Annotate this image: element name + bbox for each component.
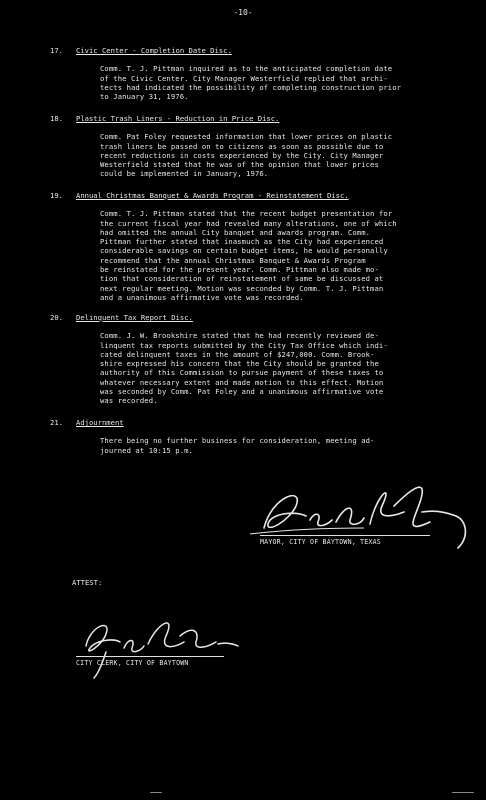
scan-artifact	[452, 792, 474, 793]
item-body: Comm. T. J. Pittman inquired as to the anticipated completion date of the Civic Center. City Manager Westerfield replied that archi- tects had indicated the possibility of completing construction prior to January 31, 1976.	[100, 64, 402, 102]
item-number: 18.	[50, 114, 63, 123]
agenda-item-21	[50, 418, 444, 455]
clerk-title: CITY CLERK, CITY OF BAYTOWN	[76, 659, 189, 667]
agenda-item-19	[50, 191, 444, 302]
item-body: Comm. J. W. Brookshire stated that he had recently reviewed de- linquent tax reports submitted by the City Tax Office which indi- cated delinquent taxes in the amount of $247,000. Comm. Brook- shire expressed his concern that the City should be granted the authority of this Commission to pursue payment of these taxes to whatever necessary extent and made motion to this effect. Motion was seconded by Comm. Pat Foley and a unanimous affirmative vote was recorded.	[100, 331, 388, 406]
item-number: 20.	[50, 313, 63, 322]
item-heading: Plastic Trash Liners - Reduction in Price Disc.	[76, 114, 280, 123]
item-body: There being no further business for consideration, meeting ad- journed at 10:15 p.m.	[100, 436, 375, 455]
mayor-signature-line	[260, 535, 430, 536]
item-number: 17.	[50, 46, 63, 55]
item-number: 19.	[50, 191, 63, 200]
agenda-item-18	[50, 114, 444, 179]
item-body: Comm. Pat Foley requested information that lower prices on plastic trash liners be passed on to citizens as soon as possible due to recent reductions in costs experienced by the City. City Manager Westerfield stated that he was of the opinion that lower prices could be implemented in January, 1976.	[100, 132, 393, 179]
item-heading: Civic Center - Completion Date Disc.	[76, 46, 232, 55]
attest-label: ATTEST:	[72, 578, 103, 587]
item-body: Comm. T. J. Pittman stated that the recent budget presentation for the current fiscal year had revealed many alterations, one of which had omitted the annual City banquet and awards program. Comm. Pittman further stated that inasmuch as the City had experienced considerable savings on certain budget items, he would personally recommend that the annual Christmas Banquet & Awards Program be reinstated for the present year. Comm. Pittman also made mo- tion that consideration of reinstatement of same be discussed at next regular meeting. Motion was seconded by Comm. T. J. Pittman and a unanimous affirmative vote was recorded.	[100, 209, 397, 302]
item-heading: Adjournment	[76, 418, 124, 427]
clerk-signature-line	[76, 656, 224, 657]
agenda-item-17	[50, 46, 444, 102]
agenda-item-20	[50, 313, 444, 406]
item-heading: Delinquent Tax Report Disc.	[76, 313, 193, 322]
page-number: -10-	[233, 8, 253, 17]
mayor-title: MAYOR, CITY OF BAYTOWN, TEXAS	[260, 538, 381, 546]
scan-artifact	[150, 792, 162, 793]
clerk-signature	[76, 612, 246, 682]
item-number: 21.	[50, 418, 63, 427]
item-heading: Annual Christmas Banquet & Awards Program - Reinstatement Disc.	[76, 191, 349, 200]
